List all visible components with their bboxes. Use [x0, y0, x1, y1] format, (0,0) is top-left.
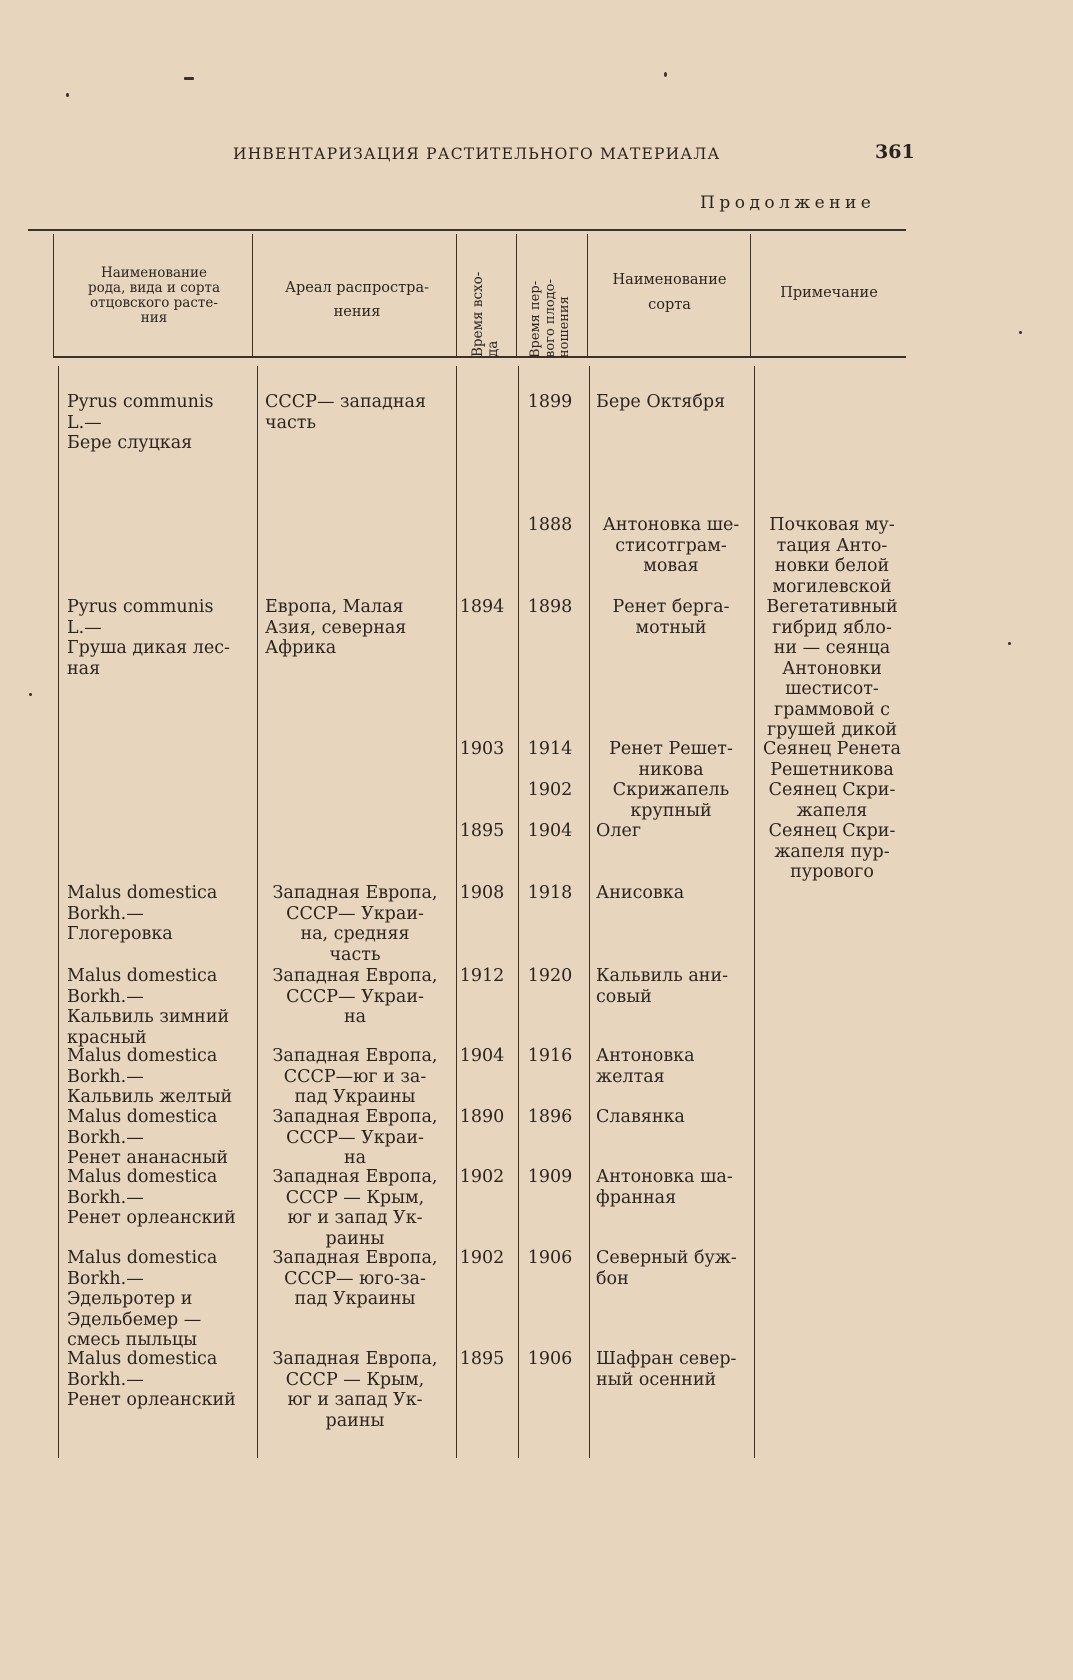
table-cell-emergence: 1902 — [459, 1248, 505, 1268]
table-cell-variety: Ренет Решет- никова — [609, 739, 733, 780]
table-cell-parent: Malus domestica Borkh.— Ренет орлеанский — [67, 1349, 236, 1410]
table-cell-note: Почковая му- тация Анто- новки белой могилевской — [769, 515, 895, 597]
print-speck — [66, 93, 69, 97]
table-cell-emergence: 1895 — [459, 821, 505, 841]
table-cell-area: Западная Европа, СССР— Украи- на, средняя часть — [272, 883, 438, 965]
table-cell-fruiting: 1898 — [527, 597, 573, 617]
table-cell-variety: Скрижапель крупный — [612, 780, 730, 821]
table-cell-fruiting: 1906 — [527, 1248, 573, 1268]
table-cell-fruiting: 1918 — [527, 883, 573, 903]
table-cell-variety: Анисовка — [596, 883, 685, 903]
header-divider — [750, 234, 751, 356]
header-divider — [456, 234, 457, 356]
table-cell-parent: Pyrus communis L.— Груша дикая лес- ная — [67, 597, 230, 679]
table-cell-emergence: 1908 — [459, 883, 505, 903]
table-cell-fruiting: 1920 — [527, 966, 573, 986]
column-divider — [589, 366, 590, 1458]
col-head-area: Ареал распростра- нения — [284, 280, 429, 320]
header-divider — [252, 234, 253, 356]
header-divider — [587, 234, 588, 356]
header-divider — [53, 234, 54, 356]
table-cell-emergence: 1902 — [459, 1167, 505, 1187]
print-speck — [29, 693, 32, 696]
table-cell-note: Сеянец Скри- жапеля пур- пурового — [768, 821, 896, 882]
table-cell-fruiting: 1899 — [527, 392, 573, 412]
table-cell-note: Сеянец Ренета Решетникова — [763, 739, 901, 780]
table-cell-parent: Malus domestica Borkh.— Кальвиль зимний красный — [67, 966, 230, 1048]
continuation-label: Продолжение — [700, 193, 876, 213]
col-head-emergence: Время всхо- да — [470, 271, 501, 357]
page-number: 361 — [875, 141, 915, 163]
table-cell-fruiting: 1888 — [527, 515, 573, 535]
table-cell-variety: Антоновка желтая — [596, 1046, 695, 1087]
table-cell-variety: Антоновка ше- стисотграм- мовая — [602, 515, 740, 576]
header-divider — [516, 234, 517, 356]
table-cell-parent: Malus domestica Borkh.— Эдельротер и Эдельбемер — смесь пыльцы — [67, 1248, 218, 1350]
table-cell-area: Европа, Малая Азия, северная Африка — [265, 597, 407, 658]
col-head-parent: Наименование рода, вида и сорта отцовского расте- ния — [87, 265, 221, 326]
print-speck — [1019, 331, 1022, 334]
col-head-fruiting: Время пер- вого плодо- ношения — [528, 279, 572, 358]
column-divider — [456, 366, 457, 1458]
table-cell-fruiting: 1916 — [527, 1046, 573, 1066]
table-top-rule — [28, 229, 906, 231]
table-cell-parent: Malus domestica Borkh.— Кальвиль желтый — [67, 1046, 233, 1107]
table-cell-emergence: 1912 — [459, 966, 505, 986]
table-cell-fruiting: 1914 — [527, 739, 573, 759]
table-cell-area: Западная Европа, СССР — Крым, юг и запад Ук- раины — [272, 1349, 438, 1431]
table-cell-emergence: 1903 — [459, 739, 505, 759]
table-cell-variety: Ренет берга- мотный — [612, 597, 730, 638]
table-cell-note: Сеянец Скри- жапеля — [768, 780, 896, 821]
table-cell-emergence: 1894 — [459, 597, 505, 617]
table-cell-fruiting: 1906 — [527, 1349, 573, 1369]
running-title: ИНВЕНТАРИЗАЦИЯ РАСТИТЕЛЬНОГО МАТЕРИАЛА — [233, 145, 721, 163]
table-cell-emergence: 1890 — [459, 1107, 505, 1127]
table-cell-parent: Malus domestica Borkh.— Ренет орлеанский — [67, 1167, 236, 1228]
table-cell-fruiting: 1902 — [527, 780, 573, 800]
table-cell-fruiting: 1909 — [527, 1167, 573, 1187]
table-cell-variety: Северный буж- бон — [596, 1248, 737, 1289]
column-divider — [58, 366, 59, 1458]
table-cell-variety: Антоновка ша- франная — [596, 1167, 733, 1208]
table-cell-area: Западная Европа, СССР— Украи- на — [272, 1107, 438, 1168]
table-cell-variety: Шафран север- ный осенний — [596, 1349, 737, 1390]
table-cell-note: Вегетативный гибрид ябло- ни — сеянца Антоновки шестисот- граммовой с грушей дикой — [766, 597, 898, 740]
print-speck — [664, 72, 667, 77]
table-cell-fruiting: 1896 — [527, 1107, 573, 1127]
print-speck — [1008, 642, 1011, 645]
table-cell-fruiting: 1904 — [527, 821, 573, 841]
table-cell-parent: Pyrus communis L.— Бере слуцкая — [67, 392, 214, 453]
table-cell-area: СССР— западная часть — [265, 392, 426, 433]
table-cell-variety: Бере Октября — [596, 392, 726, 412]
column-divider — [257, 366, 258, 1458]
table-cell-area: Западная Европа, СССР — Крым, юг и запад Ук- раины — [272, 1167, 438, 1249]
table-cell-emergence: 1895 — [459, 1349, 505, 1369]
print-speck — [184, 77, 194, 80]
table-cell-parent: Malus domestica Borkh.— Глогеровка — [67, 883, 218, 944]
table-cell-area: Западная Европа, СССР— Украи- на — [272, 966, 438, 1027]
table-cell-area: Западная Европа, СССР—юг и за- пад Украины — [272, 1046, 438, 1107]
col-head-variety: Наименование сорта — [612, 272, 727, 313]
table-cell-variety: Славянка — [596, 1107, 685, 1127]
table-cell-area: Западная Европа, СССР— юго-за- пад Украины — [272, 1248, 438, 1309]
table-cell-variety: Кальвиль ани- совый — [596, 966, 729, 1007]
table-cell-variety: Олег — [596, 821, 641, 841]
table-cell-emergence: 1904 — [459, 1046, 505, 1066]
table-cell-parent: Malus domestica Borkh.— Ренет ананасный — [67, 1107, 229, 1168]
col-head-note: Примечание — [780, 285, 878, 301]
